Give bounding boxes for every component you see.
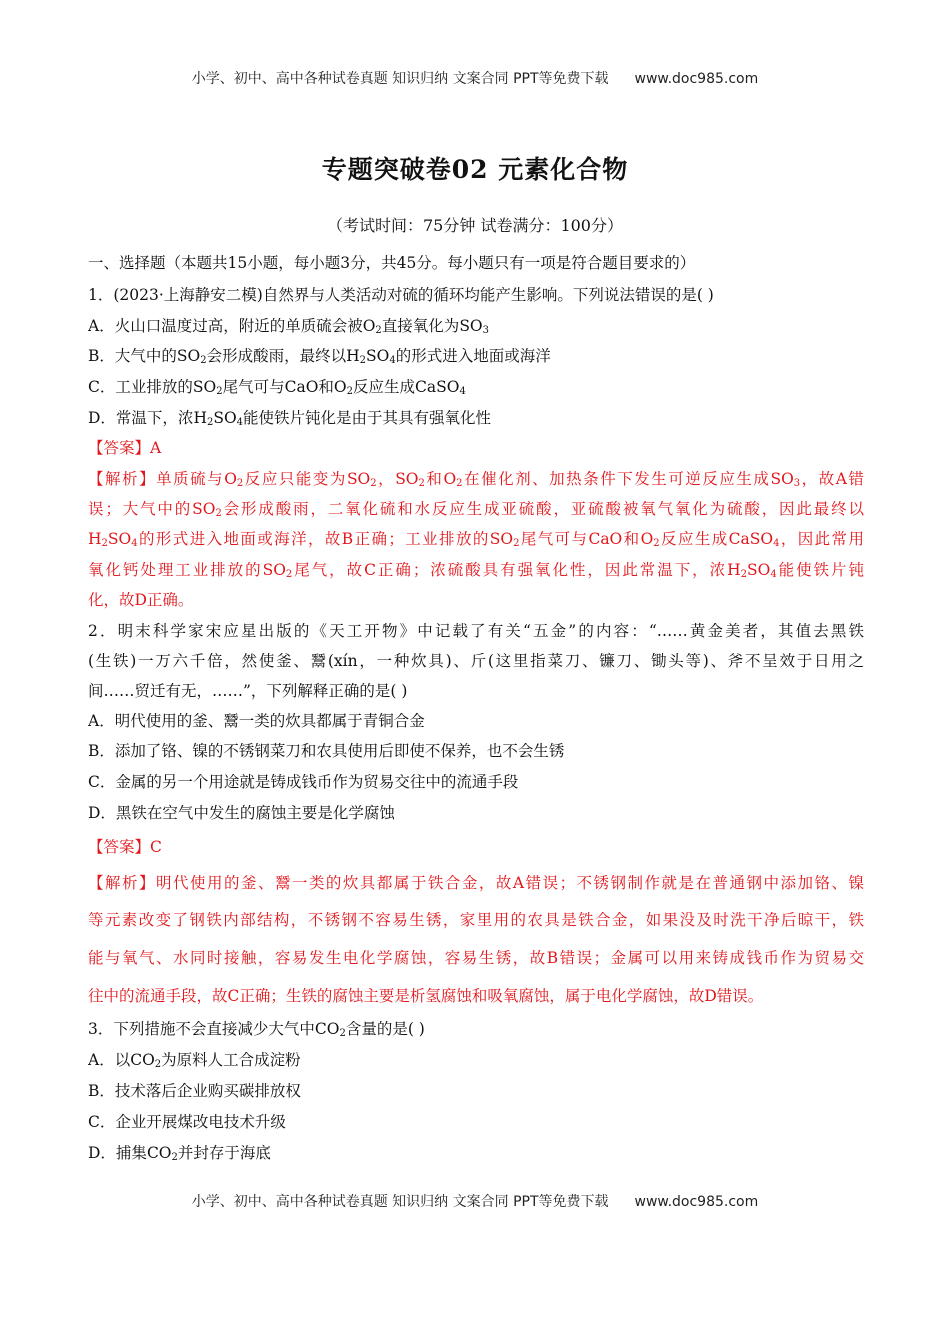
q2-option-d: D．黑铁在空气中发生的腐蚀主要是化学腐蚀	[88, 804, 395, 822]
q2-option-c: C．金属的另一个用途就是铸成钱币作为贸易交往中的流通手段	[88, 773, 519, 791]
q3-option-b: B．技术落后企业购买碳排放权	[88, 1082, 301, 1100]
q3-stem: 3．下列措施不会直接减少大气中$CO_2$含量的是( )	[88, 1020, 425, 1039]
q1-explanation-line: $H_2SO_4$的形式进入地面或海洋，故B正确；工业排放的$SO_2$尾气可与CaO和$O_2$反应生成CaSO$_4$，因此常用	[88, 530, 864, 549]
q1-option-b: B．大气中的$SO_2$会形成酸雨，最终以$H_2SO_4$的形式进入地面或海洋	[88, 347, 551, 366]
footer-url[interactable]: www.doc985.com	[634, 1194, 759, 1210]
q1-stem: 1．(2023·上海静安二模)自然界与人类活动对硫的循环均能产生影响。下列说法错误的是( )	[88, 286, 714, 304]
q2-explanation-line: 能与氧气、水同时接触，容易发生电化学腐蚀，容易生锈，故B错误；金属可以用来铸成钱币作为贸易交	[88, 949, 864, 967]
q2-stem-line: 间……贸迁有无，……”，下列解释正确的是( )	[88, 682, 408, 700]
header-url[interactable]: www.doc985.com	[634, 71, 759, 87]
page-title: 专题突破卷02 元素化合物	[321, 155, 629, 184]
q1-explanation-line: 误；大气中的$SO_2$会形成酸雨，二氧化硫和水反应生成亚硫酸，亚硫酸被氧气氧化为硫酸，因此最终以	[88, 500, 864, 519]
q1-option-c: C．工业排放的$SO_2$尾气可与CaO和$O_2$反应生成CaSO$_4$	[88, 378, 466, 397]
exam-info: （考试时间：75分钟 试卷满分：100分）	[327, 216, 623, 235]
q2-explanation-line: 往中的流通手段，故C正确；生铁的腐蚀主要是析氢腐蚀和吸氧腐蚀，属于电化学腐蚀，故D错误。	[88, 987, 764, 1005]
q2-answer: 【答案】C	[88, 838, 162, 856]
q1-option-a: A．火山口温度过高，附近的单质硫会被$O_2$直接氧化为$SO_3$	[88, 317, 490, 336]
q2-option-a: A．明代使用的釜、鬵一类的炊具都属于青铜合金	[88, 712, 425, 730]
q2-stem-line: 2．明末科学家宋应星出版的《天工开物》中记载了有关“五金”的内容：“……黄金美者，其值去黑铁	[88, 622, 864, 640]
q1-explanation-line: 化，故D正确。	[88, 591, 194, 609]
q1-option-d: D．常温下，浓$H_2SO_4$能使铁片钝化是由于其具有强氧化性	[88, 409, 492, 428]
header-text: 小学、初中、高中各种试卷真题 知识归纳 文案合同 PPT等免费下载	[191, 71, 609, 87]
footer-text: 小学、初中、高中各种试卷真题 知识归纳 文案合同 PPT等免费下载	[191, 1194, 609, 1210]
q1-explanation-line: 氧化钙处理工业排放的$SO_2$尾气，故C正确；浓硫酸具有强氧化性，因此常温下，浓$H_2SO_4$能使铁片钝	[88, 561, 864, 580]
q2-stem-line: (生铁)一万六千倍，然使釜、鬵(xín，一种炊具)、斤(这里指菜刀、镰刀、锄头等)、斧不呈效于日用之	[88, 652, 864, 670]
q2-explanation-line: 【解析】明代使用的釜、鬵一类的炊具都属于铁合金，故A错误；不锈钢制作就是在普通钢中添加铬、镍	[88, 874, 864, 892]
q3-option-d: D．捕集$CO_2$并封存于海底	[88, 1144, 271, 1163]
page-footer	[0, 1191, 950, 1211]
section-heading: 一、选择题（本题共15小题，每小题3分，共45分。每小题只有一项是符合题目要求的）	[88, 254, 696, 272]
page-header	[0, 68, 950, 88]
q2-explanation-line: 等元素改变了钢铁内部结构，不锈钢不容易生锈，家里用的农具是铁合金，如果没及时洗干净后晾干，铁	[88, 911, 864, 929]
q3-option-a: A．以$CO_2$为原料人工合成淀粉	[88, 1051, 301, 1070]
q2-option-b: B．添加了铬、镍的不锈钢菜刀和农具使用后即使不保养，也不会生锈	[88, 742, 565, 760]
q1-explanation-line: 【解析】单质硫与$O_2$反应只能变为$SO_2$，$SO_2$和$O_2$在催化剂、加热条件下发生可逆反应生成$SO_3$，故A错	[88, 470, 864, 489]
q3-option-c: C．企业开展煤改电技术升级	[88, 1113, 286, 1131]
q1-answer: 【答案】A	[88, 439, 162, 457]
